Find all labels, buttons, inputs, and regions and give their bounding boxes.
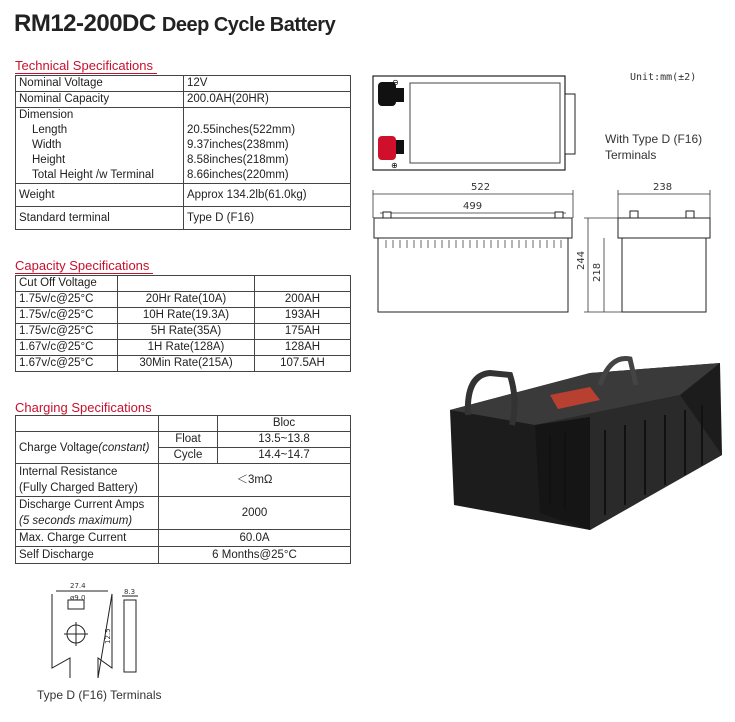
neg-symbol: ⊖	[392, 78, 399, 87]
table-row	[16, 308, 351, 324]
voltage-cell: 1.75v/c@25°C	[16, 292, 118, 308]
side-terminal-right	[686, 211, 694, 218]
capacity-cell: 200AH	[255, 292, 351, 308]
table-row	[16, 416, 351, 432]
table-row	[16, 207, 351, 230]
table-row	[16, 497, 351, 530]
dim-125-label: 12.5	[104, 628, 112, 644]
dim-499-label: 499	[463, 201, 483, 212]
max-charge-label: Max. Charge Current	[16, 530, 159, 547]
table-row	[16, 123, 351, 138]
table-row	[16, 184, 351, 207]
voltage-cell: 1.75v/c@25°C	[16, 324, 118, 340]
table-row	[16, 292, 351, 308]
table-row	[16, 168, 351, 184]
label-cell: Height	[16, 153, 184, 168]
value-cell: 8.58inches(218mm)	[184, 153, 351, 168]
table-row	[16, 92, 351, 108]
self-discharge-label: Self Discharge	[16, 547, 159, 564]
table-row	[16, 108, 351, 124]
label-cell: Width	[16, 138, 184, 153]
battery-side-views	[368, 178, 718, 320]
capacity-cell: 128AH	[255, 340, 351, 356]
value-cell: 200.0AH(20HR)	[184, 92, 351, 108]
voltage-cell: 1.67v/c@25°C	[16, 340, 118, 356]
side-terminal-left	[630, 211, 638, 218]
label-cell: Nominal Voltage	[16, 76, 184, 92]
cycle-value: 14.4~14.7	[218, 448, 351, 464]
voltage-cell: 1.67v/c@25°C	[16, 356, 118, 372]
bloc-header: Bloc	[218, 416, 351, 432]
front-body	[378, 238, 568, 312]
page-title	[14, 10, 335, 38]
header-cell: Cut Off Voltage	[16, 276, 118, 292]
dim-274-label: 27.4	[70, 582, 86, 590]
voltage-cell: 1.75v/c@25°C	[16, 308, 118, 324]
table-row	[16, 547, 351, 564]
neg-terminal-bar	[396, 88, 404, 102]
rate-cell: 10H Rate(19.3A)	[118, 308, 255, 324]
charging-heading: Charging Specifications	[15, 400, 152, 415]
rate-cell: 20Hr Rate(10A)	[118, 292, 255, 308]
table-row	[16, 530, 351, 547]
header-cell	[16, 416, 159, 432]
self-discharge-value: 6 Months@25°C	[159, 547, 351, 564]
internal-resistance-value: ＜3mΩ	[159, 464, 351, 497]
header-cell	[118, 276, 255, 292]
float-label: Float	[159, 432, 218, 448]
battery-photo	[440, 355, 730, 540]
terminal-drawing	[40, 578, 150, 683]
table-row	[16, 153, 351, 168]
front-terminal-left	[383, 212, 391, 218]
pos-terminal	[378, 136, 396, 160]
max-charge-value: 60.0A	[159, 530, 351, 547]
internal-resistance-label: Internal Resistance (Fully Charged Battery)	[16, 464, 159, 497]
table-row	[16, 356, 351, 372]
front-terminal-right	[555, 212, 563, 218]
float-value: 13.5~13.8	[218, 432, 351, 448]
label-cell: Standard terminal	[16, 207, 184, 230]
terminal-note	[605, 131, 702, 163]
dim-238-label: 238	[653, 182, 673, 193]
terminal-note-line2: Terminals	[605, 148, 657, 162]
terminal-caption: Type D (F16) Terminals	[37, 688, 162, 702]
rate-cell: 30Min Rate(215A)	[118, 356, 255, 372]
value-cell: 20.55inches(522mm)	[184, 123, 351, 138]
label-cell: Nominal Capacity	[16, 92, 184, 108]
label-cell: Dimension	[16, 108, 184, 124]
capacity-heading: Capacity Specifications	[15, 258, 150, 273]
value-cell	[184, 108, 351, 124]
table-row	[16, 340, 351, 356]
capacity-table	[15, 275, 351, 372]
front-lid	[374, 218, 572, 238]
model-name: RM12-200DC	[14, 10, 156, 37]
table-row	[16, 432, 351, 448]
header-cell	[255, 276, 351, 292]
charging-table	[15, 415, 351, 564]
model-description: Deep Cycle Battery	[161, 14, 336, 36]
label-cell: Length	[16, 123, 184, 138]
capacity-cell: 107.5AH	[255, 356, 351, 372]
rate-cell: 1H Rate(128A)	[118, 340, 255, 356]
handle-right	[565, 94, 575, 154]
technical-table	[15, 75, 351, 230]
capacity-cell: 193AH	[255, 308, 351, 324]
dim-90-label: ø9.0	[70, 594, 86, 602]
battery-top-view	[370, 74, 585, 174]
dim-244-label: 244	[576, 250, 587, 270]
terminal-body	[52, 594, 112, 678]
dim-522-label: 522	[471, 182, 491, 193]
capacity-cell: 175AH	[255, 324, 351, 340]
terminal-note-line1: With Type D (F16)	[605, 132, 703, 146]
value-cell: Approx 134.2lb(61.0kg)	[184, 184, 351, 207]
technical-heading: Technical Specifications	[15, 58, 154, 73]
label-cell: Weight	[16, 184, 184, 207]
discharge-value: 2000	[159, 497, 351, 530]
pos-terminal-bar	[396, 140, 404, 154]
value-cell: 8.66inches(220mm)	[184, 168, 351, 184]
side-lid	[618, 218, 710, 238]
dim-83-label: 8.3	[124, 588, 136, 596]
table-row	[16, 276, 351, 292]
charge-voltage-label: Charge Voltage(constant)	[16, 432, 159, 464]
value-cell: 12V	[184, 76, 351, 92]
cycle-label: Cycle	[159, 448, 218, 464]
top-lid	[410, 83, 560, 163]
value-cell: Type D (F16)	[184, 207, 351, 230]
dim-218-label: 218	[592, 262, 603, 282]
label-cell: Total Height /w Terminal	[16, 168, 184, 184]
table-row	[16, 138, 351, 153]
header-cell	[159, 416, 218, 432]
photo-end	[535, 417, 590, 530]
discharge-label: Discharge Current Amps (5 seconds maximum)	[16, 497, 159, 530]
terminal-side	[124, 600, 136, 672]
side-body	[622, 238, 706, 312]
unit-note: Unit:mm(±2)	[630, 72, 697, 83]
pos-symbol: ⊕	[391, 161, 398, 170]
value-cell: 9.37inches(238mm)	[184, 138, 351, 153]
table-row	[16, 464, 351, 497]
table-row	[16, 76, 351, 92]
table-row	[16, 324, 351, 340]
rate-cell: 5H Rate(35A)	[118, 324, 255, 340]
